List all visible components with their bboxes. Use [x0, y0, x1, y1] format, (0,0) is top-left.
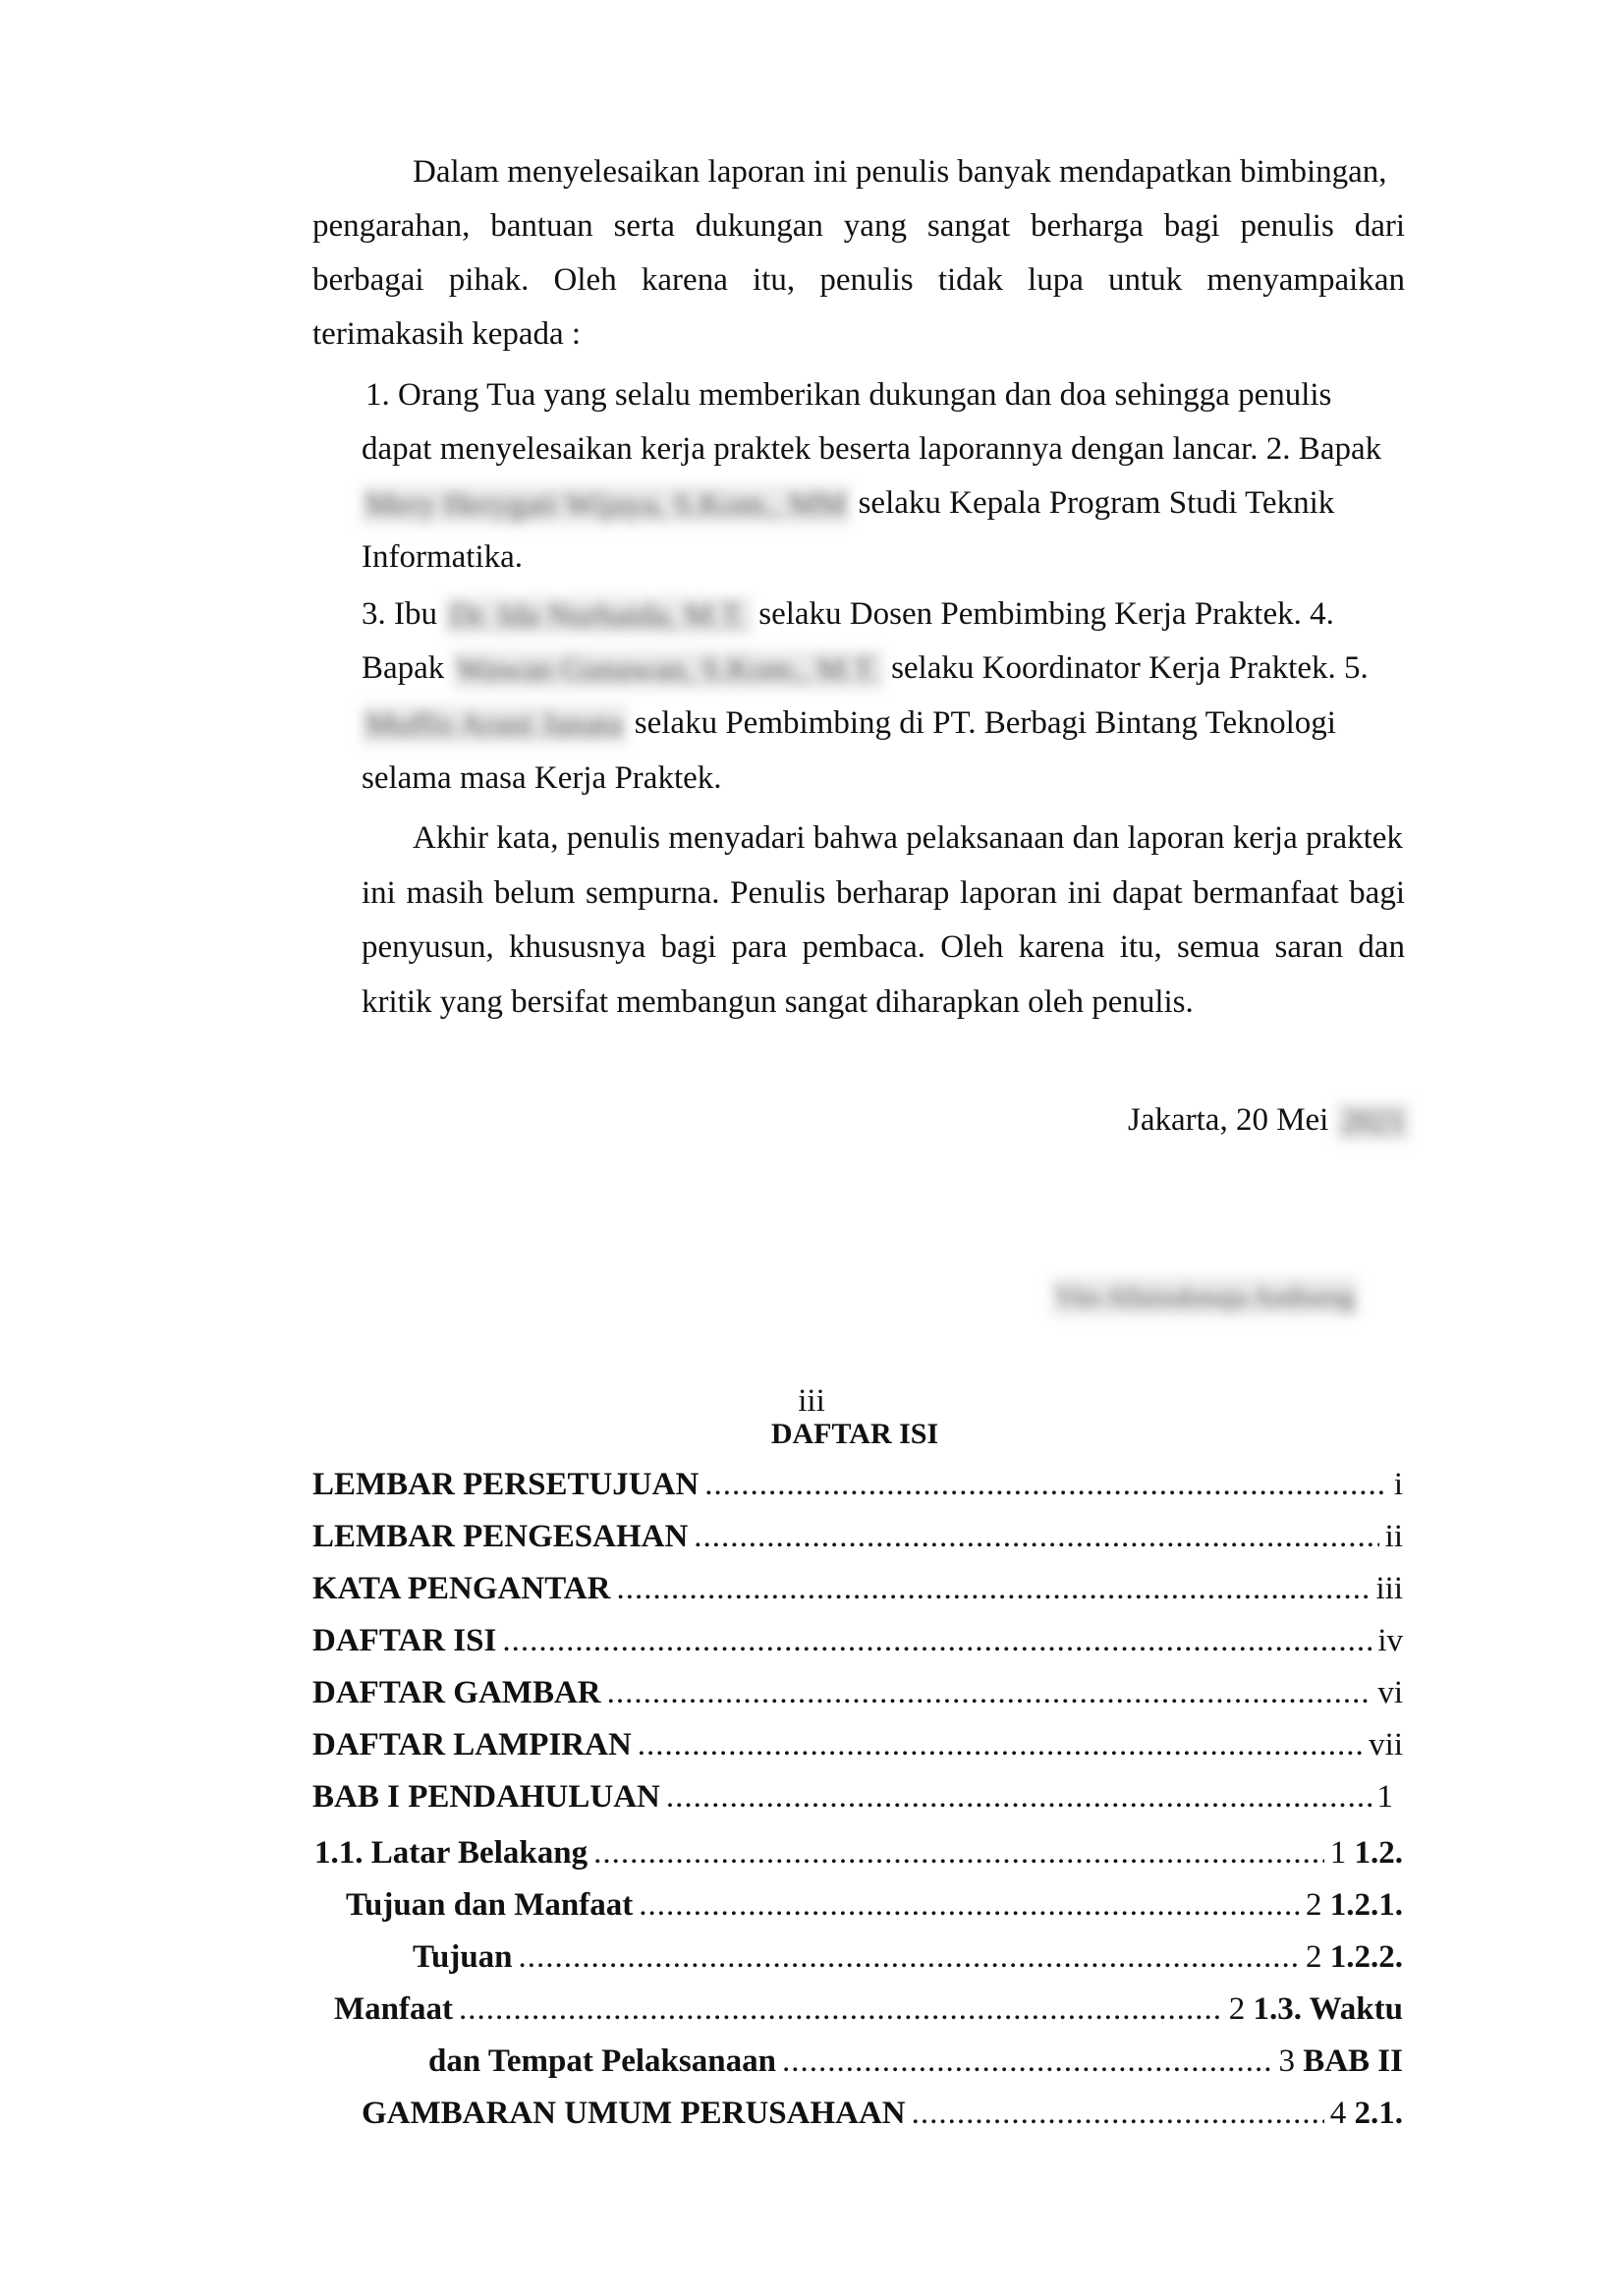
toc-entry-page: 1 [1329, 1835, 1347, 1871]
toc-entry-next: 1.2.1. [1329, 1887, 1403, 1923]
list-line-2: dapat menyelesaikan kerja praktek beserta laporannya dengan lancar. 2. Bapak [362, 431, 1382, 467]
list-line-3-text: selaku Kepala Program Studi Teknik [858, 485, 1335, 521]
toc-entry-next: 1.2. [1354, 1835, 1403, 1871]
toc-entry-page: iii [1375, 1571, 1403, 1606]
toc-entry[interactable] [312, 1673, 1403, 1712]
toc-leader [694, 1517, 1378, 1556]
toc-entry-label: DAFTAR LAMPIRAN [312, 1727, 632, 1763]
intro-line-1: Dalam menyelesaikan laporan ini penulis banyak mendapatkan bimbingan, [413, 154, 1387, 190]
list-line-7 [362, 703, 1336, 745]
toc-entry-label: DAFTAR ISI [312, 1623, 497, 1658]
toc-entry-next: BAB II [1303, 2043, 1403, 2079]
toc-entry-label: BAB I PENDAHULUAN [312, 1779, 660, 1815]
toc-entry-label: Tujuan [413, 1939, 513, 1975]
toc-entry-page: ii [1384, 1519, 1403, 1554]
list-line-6 [362, 648, 1369, 690]
toc-entry-page: 4 [1329, 2096, 1347, 2131]
toc-leader [459, 1989, 1223, 2029]
redacted-name: Dr. Ida Nurhaida, M.T. [445, 596, 751, 636]
redacted-name: Mery Herygati Wijaya, S.Kom., MM [362, 485, 850, 525]
toc-entry-page: 2 [1306, 1887, 1322, 1923]
toc-entry[interactable] [362, 2094, 1403, 2133]
toc-entry-label: dan Tempat Pelaksanaan [428, 2043, 776, 2079]
toc-leader [704, 1465, 1388, 1504]
toc-entry-page: vii [1369, 1727, 1403, 1763]
redacted-name: Muffis Arani Janata [362, 705, 627, 745]
toc-entry[interactable] [312, 1569, 1403, 1608]
toc-entry[interactable] [312, 1725, 1403, 1764]
toc-entry-next: 1.3. Waktu [1253, 1991, 1403, 2027]
toc-entry[interactable] [312, 1777, 1393, 1817]
redacted-name: Wawan Gunawan, S.Kom., M.T. [453, 650, 883, 690]
closing-line-2: ini masih belum sempurna. Penulis berharap laporan ini dapat bermanfaat bagi [362, 875, 1405, 911]
toc-entry-label: LEMBAR PENGESAHAN [312, 1519, 689, 1554]
toc-entry[interactable] [346, 1885, 1403, 1925]
toc-entry-label: KATA PENGANTAR [312, 1571, 611, 1606]
intro-line-3: berbagai pihak. Oleh karena itu, penulis tidak lupa untuk menyampaikan [312, 262, 1405, 298]
toc-entry-label: DAFTAR GAMBAR [312, 1675, 601, 1710]
list-line-6-text: selaku Koordinator Kerja Praktek. 5. [891, 650, 1369, 686]
toc-leader [616, 1569, 1370, 1608]
list-line-7-text: selaku Pembimbing di PT. Berbagi Bintang Teknologi [634, 705, 1336, 741]
list-line-5 [362, 594, 1334, 636]
intro-line-2: pengarahan, bantuan serta dukungan yang sangat berharga bagi penulis dari [312, 208, 1405, 244]
toc-entry-page: vi [1377, 1675, 1403, 1710]
toc-leader [502, 1621, 1372, 1660]
list-line-5-prefix: 3. Ibu [362, 596, 437, 632]
signature-author [1051, 1275, 1358, 1316]
toc-entry-label: Manfaat [334, 1991, 453, 2027]
place-date: Jakarta, 20 Mei [1128, 1102, 1329, 1138]
toc-entry-next: 1.2.2. [1329, 1939, 1403, 1975]
toc-leader [782, 2042, 1273, 2081]
toc-entry-label: LEMBAR PERSETUJUAN [312, 1467, 700, 1502]
list-line-1: 1. Orang Tua yang selalu memberikan dukungan dan doa sehingga penulis [365, 377, 1332, 413]
list-line-5-text: selaku Dosen Pembimbing Kerja Praktek. 4. [758, 596, 1334, 632]
page-number: iii [798, 1383, 825, 1419]
toc-leader [607, 1673, 1372, 1712]
signature-date [1128, 1100, 1410, 1142]
toc-leader [912, 2094, 1324, 2133]
toc-leader [638, 1725, 1363, 1764]
closing-line-1: Akhir kata, penulis menyadari bahwa pelaksanaan dan laporan kerja praktek [413, 820, 1403, 856]
list-line-4: Informatika. [362, 539, 524, 575]
list-line-8: selama masa Kerja Praktek. [362, 760, 722, 796]
toc-leader [593, 1833, 1324, 1873]
toc-entry-page: 2 [1228, 1991, 1246, 2027]
list-line-3 [362, 483, 1334, 525]
intro-line-4: terimakasih kepada : [312, 316, 582, 352]
redacted-author: Vito Allaisukmaja Andiseng [1051, 1277, 1358, 1316]
list-line-6-prefix: Bapak [362, 650, 445, 686]
toc-entry[interactable] [413, 1937, 1403, 1977]
closing-line-4: kritik yang bersifat membangun sangat diharapkan oleh penulis. [362, 984, 1194, 1020]
toc-entry-label: Tujuan dan Manfaat [346, 1887, 634, 1923]
toc-entry-page: i [1393, 1467, 1403, 1502]
toc-entry[interactable] [314, 1833, 1403, 1873]
toc-entry-page: iv [1377, 1623, 1403, 1658]
toc-leader [666, 1777, 1372, 1817]
toc-entry[interactable] [428, 2042, 1403, 2081]
toc-entry[interactable] [312, 1517, 1403, 1556]
redacted-year: 2021 [1337, 1102, 1410, 1142]
toc-entry[interactable] [312, 1621, 1403, 1660]
toc-entry-page: 3 [1278, 2043, 1295, 2079]
toc-entry-page: 1 [1376, 1779, 1393, 1815]
closing-line-3: penyusun, khususnya bagi para pembaca. Oleh karena itu, semua saran dan [362, 929, 1405, 965]
toc-entry-next: 2.1. [1354, 2096, 1403, 2131]
toc-entry-label: GAMBARAN UMUM PERUSAHAAN [362, 2096, 906, 2131]
toc-entry[interactable] [312, 1465, 1403, 1504]
toc-entry[interactable] [334, 1989, 1403, 2029]
toc-leader [519, 1937, 1300, 1977]
toc-entry-label: 1.1. Latar Belakang [314, 1835, 588, 1871]
toc-title: DAFTAR ISI [770, 1418, 939, 1450]
toc-leader [639, 1885, 1300, 1925]
toc-entry-page: 2 [1306, 1939, 1322, 1975]
